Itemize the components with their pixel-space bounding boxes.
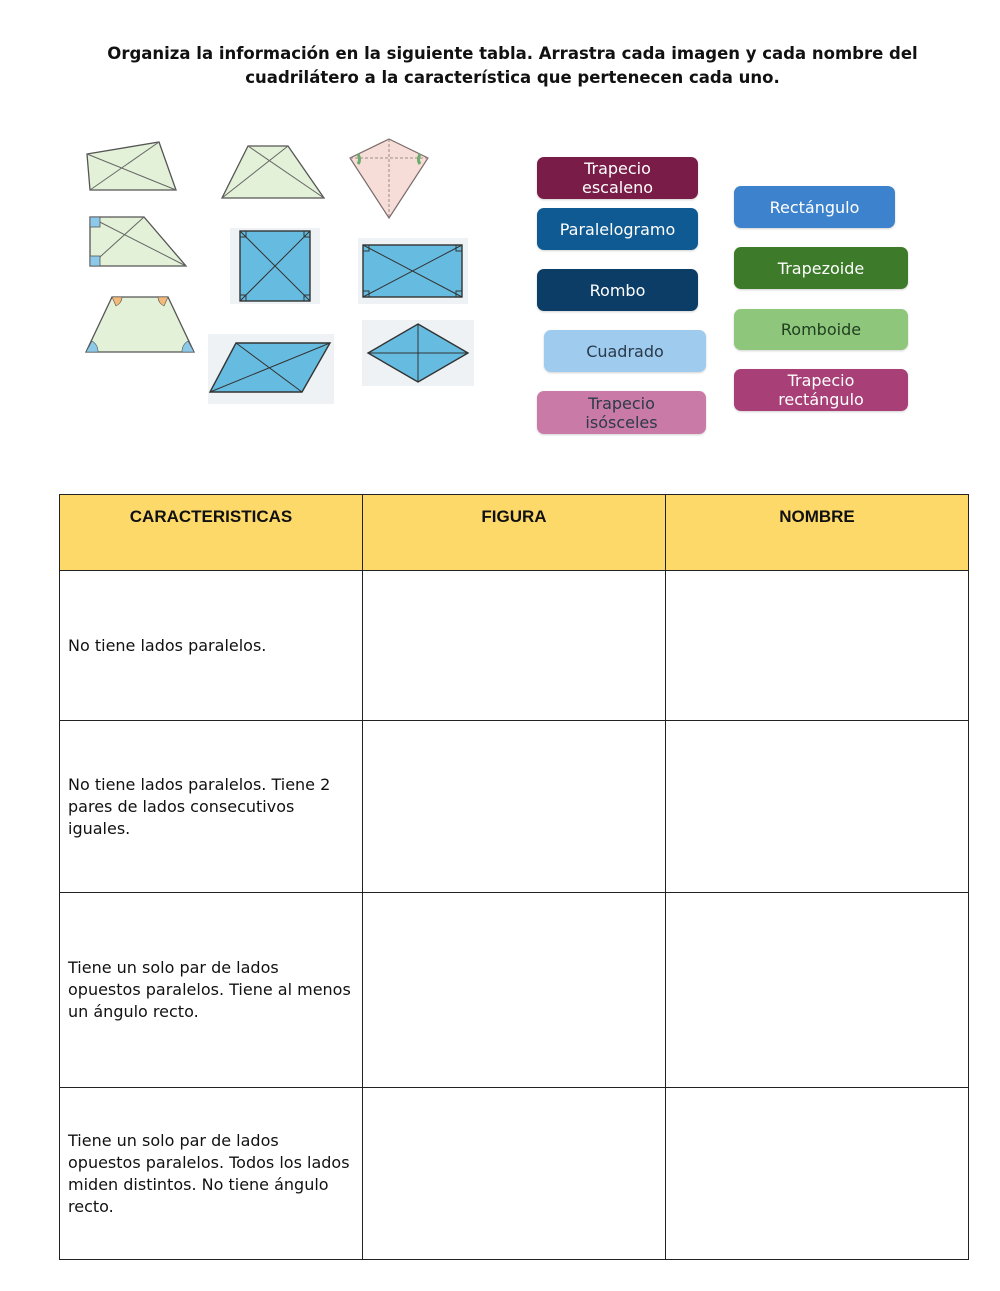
instructions-text: Organiza la información en la siguiente tabla. Arrastra cada imagen y cada nombre del cuadrilátero a la característica que pertenecen cada uno. bbox=[107, 44, 918, 87]
tile-trapecio-rectangulo[interactable]: Trapecio rectángulo bbox=[734, 369, 908, 411]
tile-romboide[interactable]: Romboide bbox=[734, 309, 908, 350]
name-drop-zone[interactable] bbox=[666, 571, 969, 721]
rombo-image[interactable] bbox=[362, 320, 474, 386]
name-drop-zone[interactable] bbox=[666, 1088, 969, 1260]
tile-rectangulo[interactable]: Rectángulo bbox=[734, 186, 895, 228]
rectangulo-image[interactable] bbox=[358, 238, 468, 304]
trapecio-escaleno-image[interactable] bbox=[220, 143, 328, 201]
tile-cuadrado[interactable]: Cuadrado bbox=[544, 330, 706, 372]
trapecio-rectangulo-image[interactable] bbox=[86, 214, 190, 270]
characteristic-cell: No tiene lados paralelos. Tiene 2 pares de lados consecutivos iguales. bbox=[60, 721, 363, 893]
name-drop-zone[interactable] bbox=[666, 893, 969, 1088]
figure-drop-zone[interactable] bbox=[363, 1088, 666, 1260]
cuadrado-image[interactable] bbox=[230, 228, 320, 304]
classification-table bbox=[59, 494, 969, 1260]
table-row bbox=[60, 893, 969, 1088]
tile-trapecio-escaleno[interactable]: Trapecio escaleno bbox=[537, 157, 698, 199]
trapezoide-image[interactable] bbox=[84, 140, 180, 194]
trapecio-isosceles-image[interactable] bbox=[82, 294, 198, 356]
romboide-cometa-image[interactable] bbox=[346, 136, 432, 222]
tile-rombo[interactable]: Rombo bbox=[537, 269, 698, 311]
characteristic-cell: No tiene lados paralelos. bbox=[60, 571, 363, 721]
tile-paralelogramo[interactable]: Paralelogramo bbox=[537, 208, 698, 250]
characteristic-cell: Tiene un solo par de lados opuestos paralelos. Todos los lados miden distintos. No tiene ángulo recto. bbox=[60, 1088, 363, 1260]
header-figure: FIGURA bbox=[363, 495, 666, 571]
characteristic-cell: Tiene un solo par de lados opuestos paralelos. Tiene al menos un ángulo recto. bbox=[60, 893, 363, 1088]
tile-trapezoide[interactable]: Trapezoide bbox=[734, 247, 908, 289]
figure-drop-zone[interactable] bbox=[363, 893, 666, 1088]
figure-drop-zone[interactable] bbox=[363, 721, 666, 893]
figure-drop-zone[interactable] bbox=[363, 571, 666, 721]
table-row bbox=[60, 721, 969, 893]
table-row bbox=[60, 1088, 969, 1260]
name-drop-zone[interactable] bbox=[666, 721, 969, 893]
header-name: NOMBRE bbox=[666, 495, 969, 571]
table-header-row bbox=[60, 495, 969, 571]
tile-trapecio-isosceles[interactable]: Trapecio isósceles bbox=[537, 391, 706, 434]
table-row bbox=[60, 571, 969, 721]
header-characteristics: CARACTERISTICAS bbox=[60, 495, 363, 571]
paralelogramo-image[interactable] bbox=[208, 334, 334, 404]
